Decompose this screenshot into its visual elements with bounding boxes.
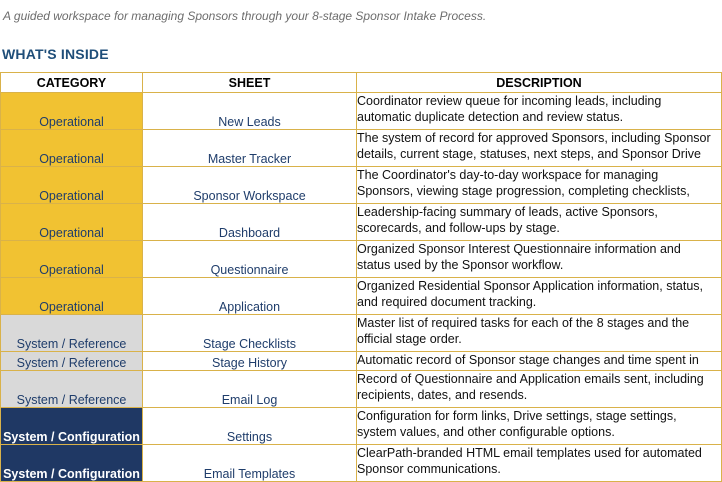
description-cell[interactable] [357,371,722,408]
description-line: Organized Sponsor Interest Questionnaire information and [357,242,681,256]
sheet-cell-stage-checklists[interactable]: Stage Checklists [143,315,357,352]
table-row [1,204,722,241]
table-row [1,445,722,482]
table-row [1,167,722,204]
description-line: Record of Questionnaire and Application emails sent, including [357,372,704,386]
category-cell[interactable]: System / Reference [1,315,143,352]
table-row [1,130,722,167]
table-row [1,352,722,371]
description-cell[interactable] [357,93,722,130]
description-cell[interactable] [357,408,722,445]
sheet-cell-stage-history[interactable]: Stage History [143,352,357,371]
description-line: Organized Residential Sponsor Application information, status, [357,279,704,293]
description-cell[interactable] [357,278,722,315]
header-category[interactable]: CATEGORY [1,73,143,93]
description-cell[interactable] [357,352,722,371]
description-line: Configuration for form links, Drive settings, stage settings, [357,409,677,423]
workspace-subtitle: A guided workspace for managing Sponsors through your 8-stage Sponsor Intake Process. [3,9,487,23]
category-cell[interactable]: Operational [1,204,143,241]
description-line: Coordinator review queue for incoming leads, including [357,94,662,108]
description-line: automatic duplicate detection and review status. [357,110,624,124]
table-row [1,278,722,315]
category-cell[interactable]: Operational [1,93,143,130]
whats-inside-table [0,72,722,482]
header-description[interactable]: DESCRIPTION [357,73,722,93]
table-row [1,93,722,130]
description-cell[interactable] [357,315,722,352]
description-line: details, current stage, statuses, next steps, and Sponsor Drive [357,147,701,161]
sheet-cell-settings[interactable]: Settings [143,408,357,445]
description-line: recipients, dates, and resends. [357,388,528,402]
description-cell[interactable] [357,130,722,167]
description-line: Automatic record of Sponsor stage changes and time spent in [357,353,699,367]
category-cell[interactable]: System / Reference [1,352,143,371]
description-line: The system of record for approved Sponsors, including Sponsor [357,131,711,145]
description-line: Leadership-facing summary of leads, active Sponsors, [357,205,658,219]
header-sheet[interactable]: SHEET [143,73,357,93]
category-cell[interactable]: Operational [1,167,143,204]
category-cell[interactable]: Operational [1,278,143,315]
description-cell[interactable] [357,204,722,241]
table-row [1,408,722,445]
table-row [1,241,722,278]
sheet-cell-dashboard[interactable]: Dashboard [143,204,357,241]
description-cell[interactable] [357,241,722,278]
category-cell[interactable]: System / Reference [1,371,143,408]
sheet-cell-email-log[interactable]: Email Log [143,371,357,408]
description-cell[interactable] [357,445,722,482]
description-line: Sponsors, viewing stage progression, completing checklists, [357,184,690,198]
description-line: Sponsor communications. [357,462,501,476]
category-cell[interactable]: System / Configuration [1,408,143,445]
sheet-cell-application[interactable]: Application [143,278,357,315]
sheet-cell-sponsor-workspace[interactable]: Sponsor Workspace [143,167,357,204]
description-line: system values, and other configurable options. [357,425,615,439]
sheet-cell-email-templates[interactable]: Email Templates [143,445,357,482]
header-row [1,73,722,93]
description-line: official stage order. [357,332,462,346]
description-line: scorecards, and follow-ups by stage. [357,221,560,235]
sheet-cell-questionnaire[interactable]: Questionnaire [143,241,357,278]
sheet-cell-new-leads[interactable]: New Leads [143,93,357,130]
category-cell[interactable]: System / Configuration [1,445,143,482]
description-line: Master list of required tasks for each of the 8 stages and the [357,316,690,330]
description-line: and required document tracking. [357,295,537,309]
section-title: WHAT'S INSIDE [2,46,109,62]
table-row [1,371,722,408]
description-line: The Coordinator's day-to-day workspace for managing [357,168,659,182]
category-cell[interactable]: Operational [1,241,143,278]
description-line: status used by the Sponsor workflow. [357,258,564,272]
category-cell[interactable]: Operational [1,130,143,167]
description-cell[interactable] [357,167,722,204]
table-row [1,315,722,352]
sheet-cell-master-tracker[interactable]: Master Tracker [143,130,357,167]
description-line: ClearPath-branded HTML email templates used for automated [357,446,702,460]
